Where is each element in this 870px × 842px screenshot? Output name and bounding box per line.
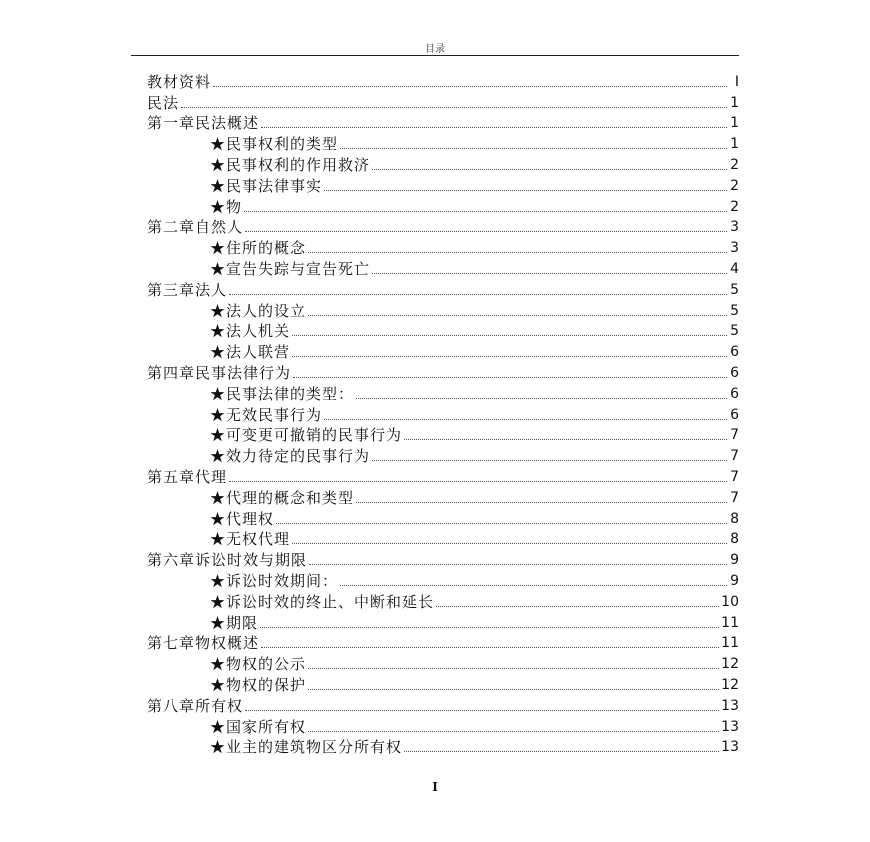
- toc-subentry[interactable]: [147, 321, 739, 342]
- dot-leader: [261, 127, 727, 128]
- toc-entry-title: ★业主的建筑物区分所有权: [210, 738, 403, 757]
- toc-entry-title: ★物: [210, 197, 243, 216]
- toc-entry-title: ★诉讼时效的终止、中断和延长: [210, 592, 435, 611]
- toc-entry[interactable]: [147, 633, 739, 654]
- toc-entry-page: 12: [721, 656, 739, 673]
- toc-entry-page: 3: [730, 240, 739, 257]
- toc-entry-page: 6: [730, 406, 739, 423]
- toc-entry-page: 8: [730, 531, 739, 548]
- toc-entry-title: ★民事法律事实: [210, 176, 323, 195]
- dot-leader: [308, 315, 727, 316]
- dot-leader: [229, 294, 727, 295]
- toc-entry-page: 5: [730, 323, 739, 340]
- toc-subentry[interactable]: [147, 674, 739, 695]
- toc-entry-page: 11: [721, 614, 739, 631]
- dot-leader: [244, 211, 727, 212]
- dot-leader: [309, 564, 727, 565]
- toc-entry-page: 2: [730, 177, 739, 194]
- dot-leader: [213, 86, 727, 87]
- toc-subentry[interactable]: [147, 570, 739, 591]
- dot-leader: [356, 502, 727, 503]
- toc-entry-title: 第五章代理: [147, 467, 228, 486]
- dot-leader: [356, 398, 727, 399]
- dot-leader: [436, 606, 719, 607]
- dot-leader: [229, 481, 727, 482]
- toc-entry-page: 6: [730, 385, 739, 402]
- toc-subentry[interactable]: [147, 653, 739, 674]
- dot-leader: [276, 523, 727, 524]
- toc-subentry[interactable]: [147, 612, 739, 633]
- toc-entry-title: ★无效民事行为: [210, 405, 323, 424]
- dot-leader: [293, 377, 727, 378]
- toc-entry-page: 7: [730, 427, 739, 444]
- toc-entry-title: ★法人机关: [210, 322, 291, 341]
- dot-leader: [245, 231, 727, 232]
- toc-subentry[interactable]: [147, 591, 739, 612]
- toc-entry-title: ★民事法律的类型：: [210, 384, 355, 403]
- toc-entry-title: ★国家所有权: [210, 717, 307, 736]
- dot-leader: [292, 543, 727, 544]
- toc-entry-title: 第八章所有权: [147, 696, 244, 715]
- toc-entry-title: 第四章民事法律行为: [147, 363, 292, 382]
- toc-entry-page: 13: [721, 739, 739, 756]
- dot-leader: [308, 731, 719, 732]
- toc-entry-title: ★法人联营: [210, 343, 291, 362]
- toc-entry-title: ★物权的公示: [210, 655, 307, 674]
- dot-leader: [340, 148, 727, 149]
- toc-subentry[interactable]: [147, 133, 739, 154]
- toc-entry-title: 第二章自然人: [147, 218, 244, 237]
- toc-entry-title: 教材资料: [147, 72, 212, 91]
- toc-entry-title: ★效力待定的民事行为: [210, 447, 371, 466]
- dot-leader: [372, 273, 727, 274]
- toc-subentry[interactable]: [147, 196, 739, 217]
- toc-entry-page: 2: [730, 198, 739, 215]
- toc-entry-title: ★住所的概念: [210, 239, 307, 258]
- toc-entry-page: 13: [721, 697, 739, 714]
- toc-entry[interactable]: [147, 362, 739, 383]
- toc-subentry[interactable]: [147, 425, 739, 446]
- toc-entry-page: 1: [730, 115, 739, 132]
- toc-entry-title: 第三章法人: [147, 280, 228, 299]
- dot-leader: [292, 335, 727, 336]
- toc-entry-title: ★民事权利的作用救济: [210, 155, 371, 174]
- header-divider: [131, 55, 739, 56]
- toc-entry-page: 5: [730, 281, 739, 298]
- dot-leader: [308, 668, 719, 669]
- page-number: I: [432, 780, 438, 794]
- toc-subentry[interactable]: [147, 487, 739, 508]
- toc-subentry[interactable]: [147, 237, 739, 258]
- toc-entry-page: 1: [730, 136, 739, 153]
- toc-entry-title: ★代理权: [210, 509, 275, 528]
- toc-subentry[interactable]: [147, 383, 739, 404]
- toc-entry-page: 7: [730, 448, 739, 465]
- toc-entry-page: 6: [730, 344, 739, 361]
- toc-subentry[interactable]: [147, 300, 739, 321]
- dot-leader: [324, 419, 727, 420]
- toc-entry-title: ★可变更可撤销的民事行为: [210, 426, 403, 445]
- toc-entry[interactable]: [147, 549, 739, 570]
- toc-entry-page: 10: [721, 593, 739, 610]
- toc-entry-title: ★民事权利的类型: [210, 135, 339, 154]
- dot-leader: [324, 190, 727, 191]
- dot-leader: [260, 627, 719, 628]
- dot-leader: [292, 356, 727, 357]
- toc-subentry[interactable]: [147, 737, 739, 758]
- toc-entry[interactable]: [147, 113, 739, 134]
- page-header: 目录: [425, 44, 445, 55]
- toc-entry[interactable]: [147, 279, 739, 300]
- toc-entry-title: ★法人的设立: [210, 301, 307, 320]
- dot-leader: [261, 647, 719, 648]
- dot-leader: [372, 169, 727, 170]
- dot-leader: [245, 710, 719, 711]
- toc-entry-title: ★期限: [210, 613, 259, 632]
- toc-subentry[interactable]: [147, 445, 739, 466]
- toc-entry-title: ★物权的保护: [210, 675, 307, 694]
- toc-subentry[interactable]: [147, 404, 739, 425]
- toc-subentry[interactable]: [147, 154, 739, 175]
- toc-entry-page: 6: [730, 364, 739, 381]
- toc-entry-page: 5: [730, 302, 739, 319]
- toc-entry-page: 13: [721, 718, 739, 735]
- toc-entry[interactable]: [147, 695, 739, 716]
- toc-entry-page: 4: [730, 260, 739, 277]
- toc-entry-page: 2: [730, 156, 739, 173]
- dot-leader: [181, 107, 727, 108]
- toc-entry-page: 11: [721, 635, 739, 652]
- dot-leader: [340, 585, 727, 586]
- toc-subentry[interactable]: [147, 508, 739, 529]
- toc-entry[interactable]: [147, 217, 739, 238]
- toc-entry-title: 第六章诉讼时效与期限: [147, 551, 308, 570]
- toc-entry-title: ★代理的概念和类型: [210, 488, 355, 507]
- toc-entry-title: 第一章民法概述: [147, 114, 260, 133]
- toc-entry[interactable]: [147, 92, 739, 113]
- dot-leader: [404, 751, 719, 752]
- toc-entry-page: 12: [721, 676, 739, 693]
- toc-entry-title: ★诉讼时效期间：: [210, 571, 339, 590]
- dot-leader: [308, 689, 719, 690]
- dot-leader: [308, 252, 727, 253]
- toc-subentry[interactable]: [147, 716, 739, 737]
- toc-entry-title: ★宣告失踪与宣告死亡: [210, 259, 371, 278]
- toc-entry[interactable]: [147, 71, 739, 92]
- toc-entry-page: 3: [730, 219, 739, 236]
- toc-entry-title: 民法: [147, 93, 180, 112]
- dot-leader: [372, 460, 727, 461]
- dot-leader: [404, 439, 727, 440]
- table-of-contents: [147, 71, 739, 757]
- toc-entry-page: I: [734, 73, 739, 90]
- toc-subentry[interactable]: [147, 175, 739, 196]
- toc-subentry[interactable]: [147, 258, 739, 279]
- toc-entry-page: 9: [730, 552, 739, 569]
- toc-subentry[interactable]: [147, 341, 739, 362]
- toc-entry-page: 8: [730, 510, 739, 527]
- toc-entry-page: 7: [730, 489, 739, 506]
- toc-entry-page: 7: [730, 468, 739, 485]
- toc-entry-page: 1: [730, 94, 739, 111]
- toc-subentry[interactable]: [147, 529, 739, 550]
- toc-entry-title: ★无权代理: [210, 530, 291, 549]
- toc-entry[interactable]: [147, 466, 739, 487]
- toc-entry-page: 9: [730, 572, 739, 589]
- toc-entry-title: 第七章物权概述: [147, 634, 260, 653]
